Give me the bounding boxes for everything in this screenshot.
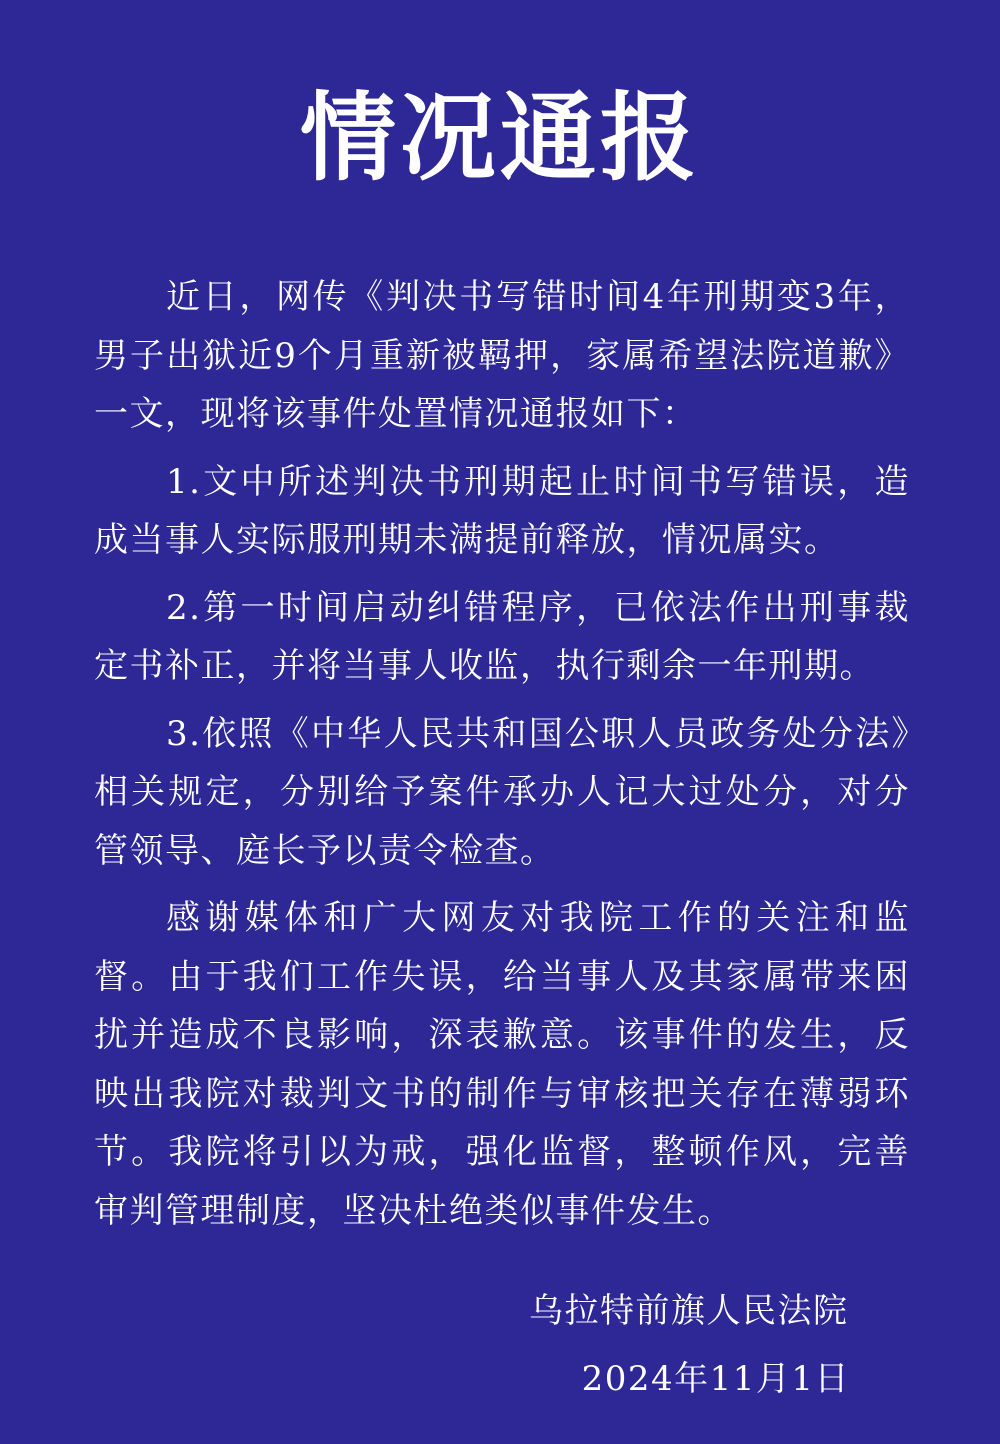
issue-date: 2024年11月1日: [581, 1359, 850, 1399]
signature-block: [528, 1284, 850, 1406]
notice-title: 情况通报: [300, 82, 700, 194]
notice-body: [94, 268, 910, 1249]
issuing-organization: 乌拉特前旗人民法院: [529, 1291, 849, 1331]
intro-paragraph: 近日，网传《判决书写错时间4年刑期变3年，男子出狱近9个月重新被羁押，家属希望法院道歉》一文，现将该事件处置情况通报如下：: [94, 277, 910, 434]
item-1-paragraph: 1.文中所述判决书刑期起止时间书写错误，造成当事人实际服刑期未满提前释放，情况属实。: [94, 461, 910, 560]
apology-paragraph: 感谢媒体和广大网友对我院工作的关注和监督。由于我们工作失误，给当事人及其家属带来困扰并造成不良影响，深表歉意。该事件的发生，反映出我院对裁判文书的制作与审核把关存在薄弱环节。我院将引以为戒，强化监督，整顿作风，完善审判管理制度，坚决杜绝类似事件发生。: [94, 898, 910, 1231]
item-3-paragraph: 3.依照《中华人民共和国公职人员政务处分法》相关规定，分别给予案件承办人记大过处分，对分管领导、庭长予以责令检查。: [94, 713, 910, 871]
item-2-paragraph: 2.第一时间启动纠错程序，已依法作出刑事裁定书补正，并将当事人收监，执行剩余一年刑期。: [94, 587, 910, 686]
